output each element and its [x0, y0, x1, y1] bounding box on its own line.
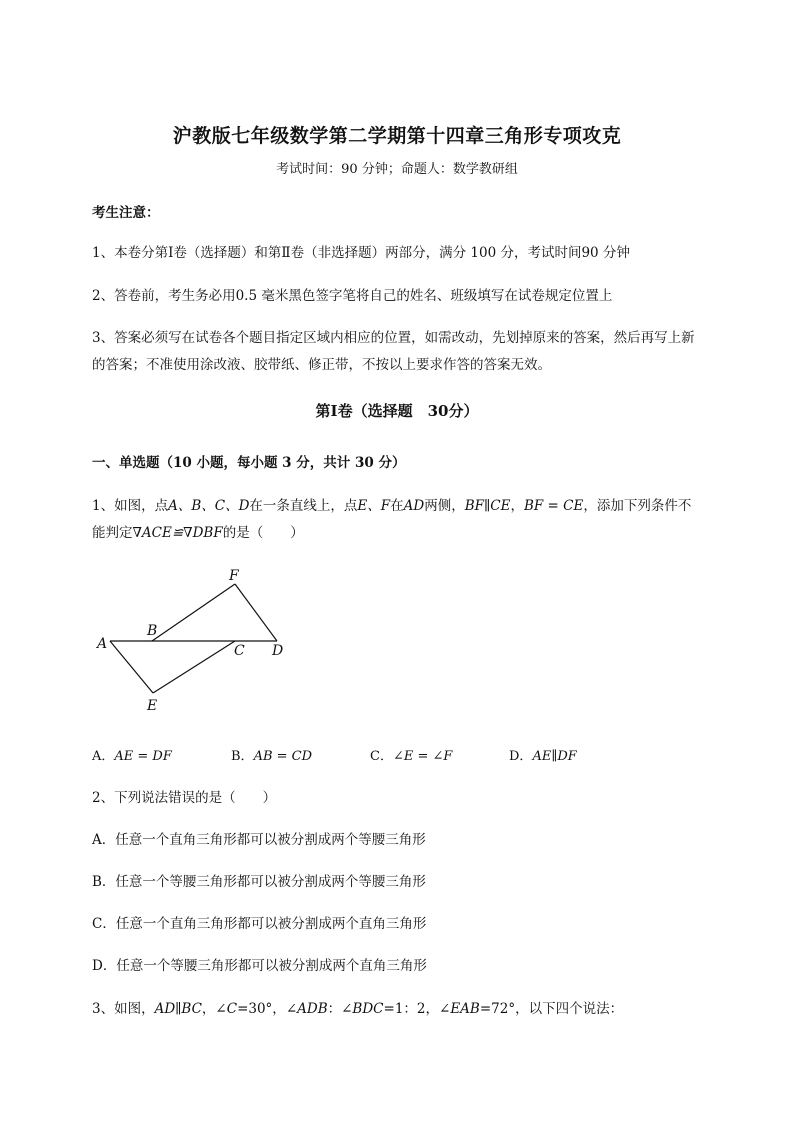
q1-text: ，添加下列条件不: [583, 498, 692, 514]
q1-text: 在一条直线上，点: [249, 498, 358, 514]
notice-item: 的答案；不准使用涂改液、胶带纸、修正带，不按以上要求作答的答案无效。: [92, 357, 551, 373]
q2-option-d[interactable]: D．任意一个等腰三角形都可以被分割成两个直角三角形: [92, 958, 427, 974]
label-d: D: [272, 643, 284, 659]
label-c: C: [234, 643, 245, 659]
segment-bf: [152, 584, 235, 641]
q1-stem-line1: [92, 494, 691, 514]
exam-subtitle: 考试时间：90 分钟；命题人：数学教研组: [276, 162, 518, 177]
part1-title: 第Ⅰ卷（选择题 30分）: [315, 402, 479, 420]
q1-option-d[interactable]: [509, 745, 577, 764]
q3-text: =72°，以下四个说法：: [479, 1001, 624, 1017]
option-letter: A．: [92, 749, 115, 764]
notice-item: 3、答案必须写在试卷各个题目指定区域内相应的位置，如需改动，先划掉原来的答案，然后再写上新: [92, 330, 695, 346]
segment-ae: [110, 641, 153, 693]
q1-math: BF∥CE: [464, 498, 511, 514]
q1-math: AD: [403, 498, 425, 514]
q1-math: A、B、C、D: [168, 498, 250, 514]
q3-text: =1：2，: [383, 1001, 440, 1017]
q1-text: ，: [510, 498, 524, 514]
notice-item: 1、本卷分第Ⅰ卷（选择题）和第Ⅱ卷（非选择题）两部分，满分 100 分，考试时间90 分钟: [92, 245, 630, 261]
q1-text: 的是（ ）: [222, 525, 304, 541]
page-title: 沪教版七年级数学第二学期第十四章三角形专项攻克: [172, 125, 622, 147]
q2-option-a[interactable]: A．任意一个直角三角形都可以被分割成两个等腰三角形: [92, 832, 426, 848]
q3-text: 3、如图，: [92, 1001, 155, 1017]
q3-text: ：: [327, 1001, 342, 1017]
q2-stem: 2、下列说法错误的是（ ）: [92, 790, 277, 806]
q1-text: 在: [390, 498, 404, 514]
option-text: ∠E = ∠F: [392, 749, 453, 764]
q3-text: ，: [201, 1001, 216, 1017]
section1-title: 一、单选题（10 小题，每小题 3 分，共计 30 分）: [92, 455, 406, 471]
q3-stem: [92, 997, 623, 1017]
label-e: E: [147, 698, 158, 714]
q3-math: ∠EAB: [439, 1001, 480, 1017]
option-letter: B．: [231, 749, 254, 764]
q2-option-c[interactable]: C．任意一个直角三角形都可以被分割成两个直角三角形: [92, 916, 427, 932]
segment-fd: [235, 584, 277, 641]
segment-ec: [153, 641, 235, 693]
q1-math: ∇ACE≌∇DBF: [132, 525, 223, 541]
notice-item: 2、答卷前，考生务必用0.5 毫米黑色签字笔将自己的姓名、班级填写在试卷规定位置上: [92, 288, 613, 304]
option-letter: D．: [509, 749, 533, 764]
q2-option-b[interactable]: B．任意一个等腰三角形都可以被分割成两个等腰三角形: [92, 874, 426, 890]
q1-math: E、F: [357, 498, 391, 514]
q3-math: AD∥BC: [154, 1001, 202, 1017]
q1-text: 能判定: [92, 525, 133, 541]
option-text: AE = DF: [114, 749, 172, 764]
q1-figure: [88, 560, 298, 720]
q3-math: ∠ADB: [285, 1001, 328, 1017]
q1-option-c[interactable]: [370, 745, 452, 764]
q1-text: 两侧，: [424, 498, 465, 514]
q3-text: =30°，: [237, 1001, 286, 1017]
option-letter: C．: [370, 749, 393, 764]
q1-text: 1、如图，点: [92, 498, 169, 514]
label-b: B: [147, 623, 158, 639]
option-text: AB = CD: [253, 749, 313, 764]
label-a: A: [97, 636, 108, 652]
q1-option-b[interactable]: [231, 745, 312, 764]
q1-math: BF = CE: [523, 498, 584, 514]
label-f: F: [229, 568, 239, 584]
q3-math: ∠C: [215, 1001, 238, 1017]
notice-heading: 考生注意：: [92, 205, 160, 221]
q3-math: ∠BDC: [341, 1001, 384, 1017]
q1-option-a[interactable]: [92, 745, 172, 764]
q1-stem-line2: [92, 521, 304, 541]
option-text: AE∥DF: [532, 749, 577, 764]
